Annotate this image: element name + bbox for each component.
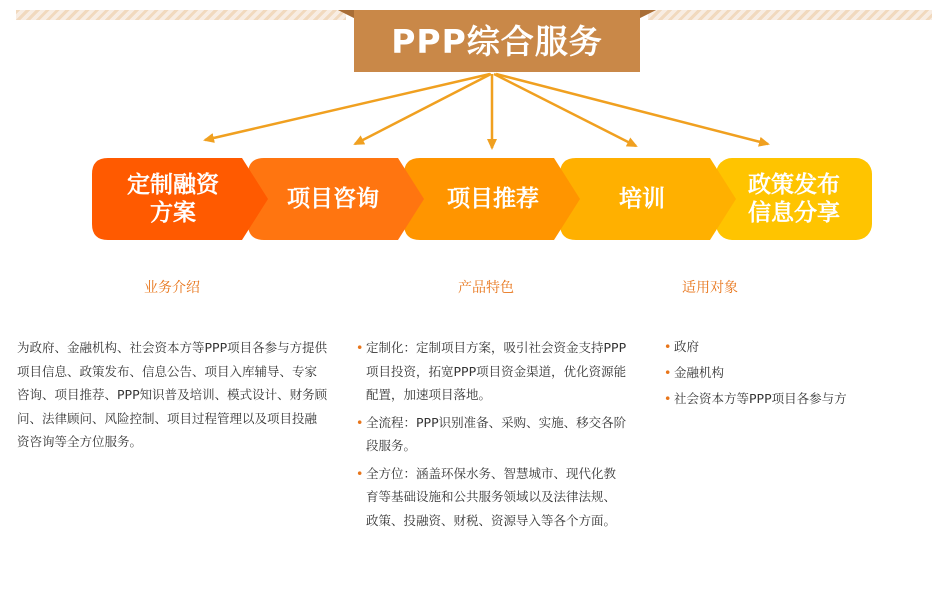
audience-list [664,334,934,412]
step-label: 项目咨询 [287,186,379,212]
list-item [356,336,628,407]
bullet-dot-icon: • [356,465,364,481]
list-item [664,360,934,386]
step-label: 政策发布 信息分享 [748,172,840,226]
list-item [356,462,628,533]
page-title: PPP综合服务 [391,22,603,61]
audience-text: 社会资本方等PPP项目各参与方 [674,391,847,406]
heading-business-intro: 业务介绍 [144,280,200,296]
arrow-to-step-1 [205,74,490,140]
bullet-dot-icon: • [664,365,672,380]
arrow-to-step-2 [355,74,491,144]
list-item [356,411,628,458]
step-label: 定制融资 方案 [127,172,219,226]
features-list [356,336,628,536]
step-label: 培训 [619,186,665,212]
audience-text: 金融机构 [674,365,725,380]
feature-text: 全流程：PPP识别准备、采购、实施、移交各阶段服务。 [366,414,627,453]
list-item [664,334,934,360]
step-label: 项目推荐 [447,186,539,212]
bullet-dot-icon: • [664,339,672,354]
bullet-dot-icon: • [356,414,364,430]
list-item [664,386,934,412]
audience-text: 政府 [674,339,700,354]
arrow-to-step-4 [494,74,636,146]
arrow-to-step-5 [496,74,768,144]
business-intro-text: 为政府、金融机构、社会资本方等PPP项目各参与方提供项目信息、政策发布、信息公告、项目入库辅导、专家咨询、项目推荐、PPP知识普及培训、模式设计、财务顾问、法律顾问、风险控制、项目过程管理以及项目投融资咨询等全方位服务。 [17,340,328,449]
feature-text: 全方位：涵盖环保水务、智慧城市、现代化教育等基础设施和公共服务领域以及法律法规、政策、投融资、财税、资源导入等各个方面。 [366,465,617,528]
bullet-dot-icon: • [664,391,672,406]
heading-product-features: 产品特色 [458,280,514,296]
bullet-dot-icon: • [356,340,364,355]
feature-text: 定制化：定制项目方案，吸引社会资金支持PPP项目投资，拓宽PPP项目资金渠道，优化资源能配置，加速项目落地。 [366,340,627,402]
heading-target-audience: 适用对象 [682,280,738,296]
